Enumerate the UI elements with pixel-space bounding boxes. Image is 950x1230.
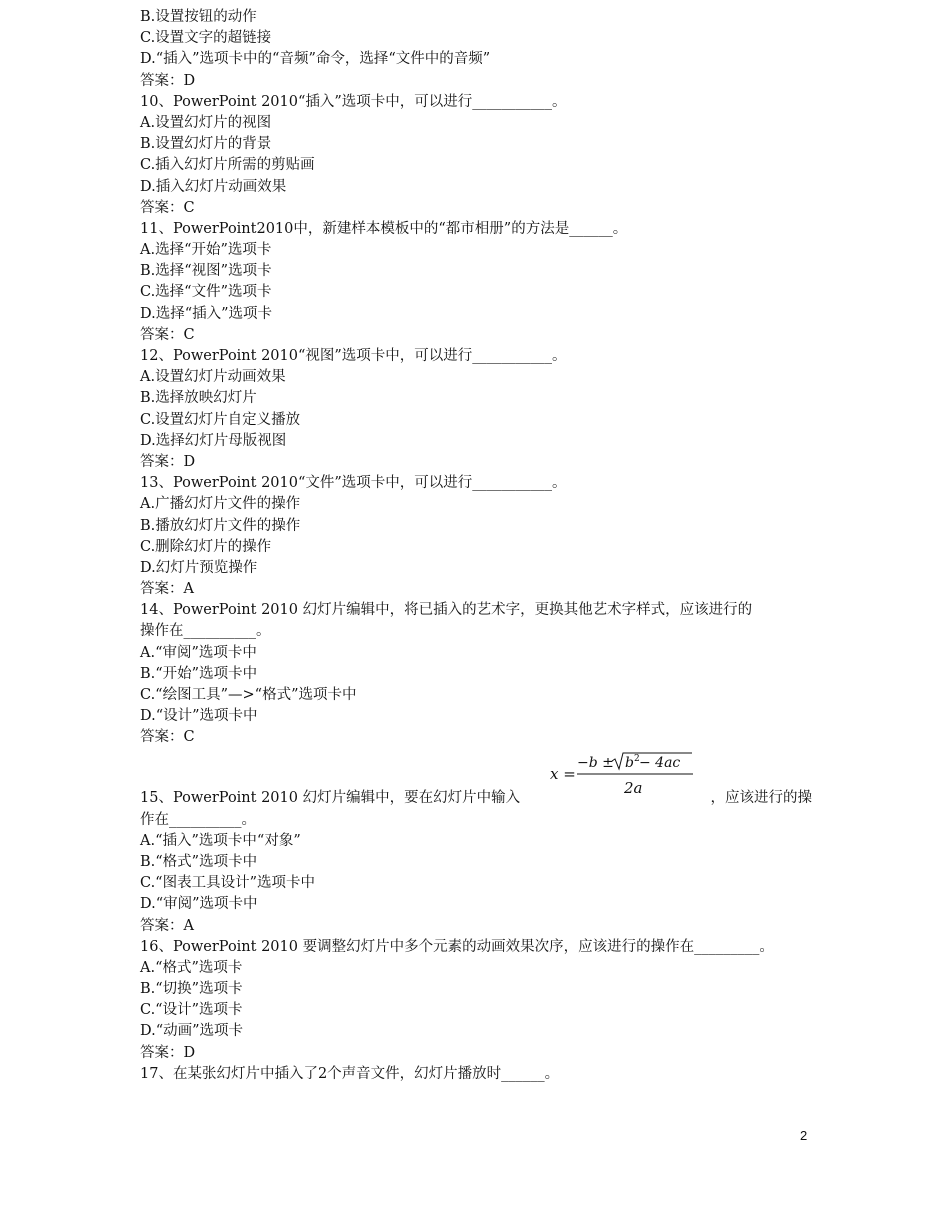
formula-lhs: x = [550,764,576,783]
text-line: 11、PowerPoint2010中，新建样本模板中的“都市相册”的方法是______。 [140,220,628,237]
question-15-tail: ，应该进行的操 [710,790,812,807]
text-line: 答案：A [140,917,194,934]
text-line: A.设置幻灯片的视图 [140,114,272,131]
text-line: A.“格式”选项卡 [140,959,243,976]
text-line: A.广播幻灯片文件的操作 [140,496,301,513]
text-line: 答案：C [140,326,195,343]
quadratic-formula [550,751,700,801]
text-line: 答案：C [140,199,195,216]
text-line: B.设置按钮的动作 [140,9,257,25]
text-line: B.“开始”选项卡中 [140,665,258,682]
formula-denominator: 2a [624,778,643,797]
text-line: D.“审阅”选项卡中 [140,896,258,913]
page-number: 2 [800,1128,808,1143]
text-line: 答案：C [140,729,195,746]
question-14-line-1: 14、PowerPoint 2010 幻灯片编辑中，将已插入的艺术字，更换其他艺术字样式，应该进行的 [140,602,753,619]
text-line: D.“插入”选项卡中的“音频”命令，选择“文件中的音频” [140,51,491,68]
text-line: C.“图表工具设计”选项卡中 [140,875,316,892]
formula-radicand-rest: − 4ac [639,754,681,771]
questions-block-bottom [140,831,812,1085]
text-line: B.“格式”选项卡中 [140,853,258,870]
text-line: 12、PowerPoint 2010“视图”选项卡中，可以进行___________。 [140,348,567,364]
text-line: D.插入幻灯片动画效果 [140,178,287,195]
text-line: B.“切换”选项卡 [140,981,243,998]
text-line: B.选择放映幻灯片 [140,390,257,407]
text-line: D.幻灯片预览操作 [140,559,258,576]
text-line: A.“审阅”选项卡中 [140,644,257,661]
text-line: D.选择“插入”选项卡 [140,305,273,322]
text-line: C.选择“文件”选项卡 [140,284,272,301]
text-line: A.“插入”选项卡中“对象” [140,832,301,849]
text-line: 答案：D [140,72,196,89]
text-line: B.选择“视图”选项卡 [140,263,272,280]
text-line: D.“动画”选项卡 [140,1023,244,1040]
text-line: C.设置文字的超链接 [140,30,272,47]
text-line: 17、在某张幻灯片中插入了2个声音文件，幻灯片播放时______。 [140,1065,560,1082]
text-line: 13、PowerPoint 2010“文件”选项卡中，可以进行___________。 [140,475,567,492]
formula-radicand-b: b [625,754,634,771]
text-line: A.选择“开始”选项卡 [140,242,272,259]
questions-block-top [140,7,812,600]
question-15-line-1 [140,749,812,810]
text-line: D.选择幻灯片母版视图 [140,432,287,449]
text-line: D.“设计”选项卡中 [140,708,258,725]
text-line: C.设置幻灯片自定义播放 [140,411,301,428]
text-line: 16、PowerPoint 2010 要调整幻灯片中多个元素的动画效果次序，应该进行的操作在_________。 [140,938,774,955]
formula-numerator-prefix: −b ± [577,754,614,771]
text-line: C.删除幻灯片的操作 [140,538,272,555]
text-line: C.“绘图工具”—>“格式”选项卡中 [140,687,357,703]
text-line: 10、PowerPoint 2010“插入”选项卡中，可以进行___________。 [140,93,567,110]
question-content [140,7,812,1085]
text-line: C.插入幻灯片所需的剪贴画 [140,157,315,174]
text-line: B.播放幻灯片文件的操作 [140,517,301,534]
text-line: 答案：D [140,1044,196,1061]
question-15-text: 15、PowerPoint 2010 幻灯片编辑中，要在幻灯片中输入 [140,790,521,807]
text-line: B.设置幻灯片的背景 [140,136,272,153]
question-14-line-2: 操作在__________。 [140,623,271,640]
formula-radicand-exponent: 2 [634,753,640,764]
text-line: C.“设计”选项卡 [140,1002,243,1019]
questions-block-mid [140,643,812,749]
text-line: A.设置幻灯片动画效果 [140,369,286,386]
text-line: 答案：D [140,453,196,470]
question-15-line-2: 作在__________。 [140,811,256,828]
text-line: 答案：A [140,581,194,598]
